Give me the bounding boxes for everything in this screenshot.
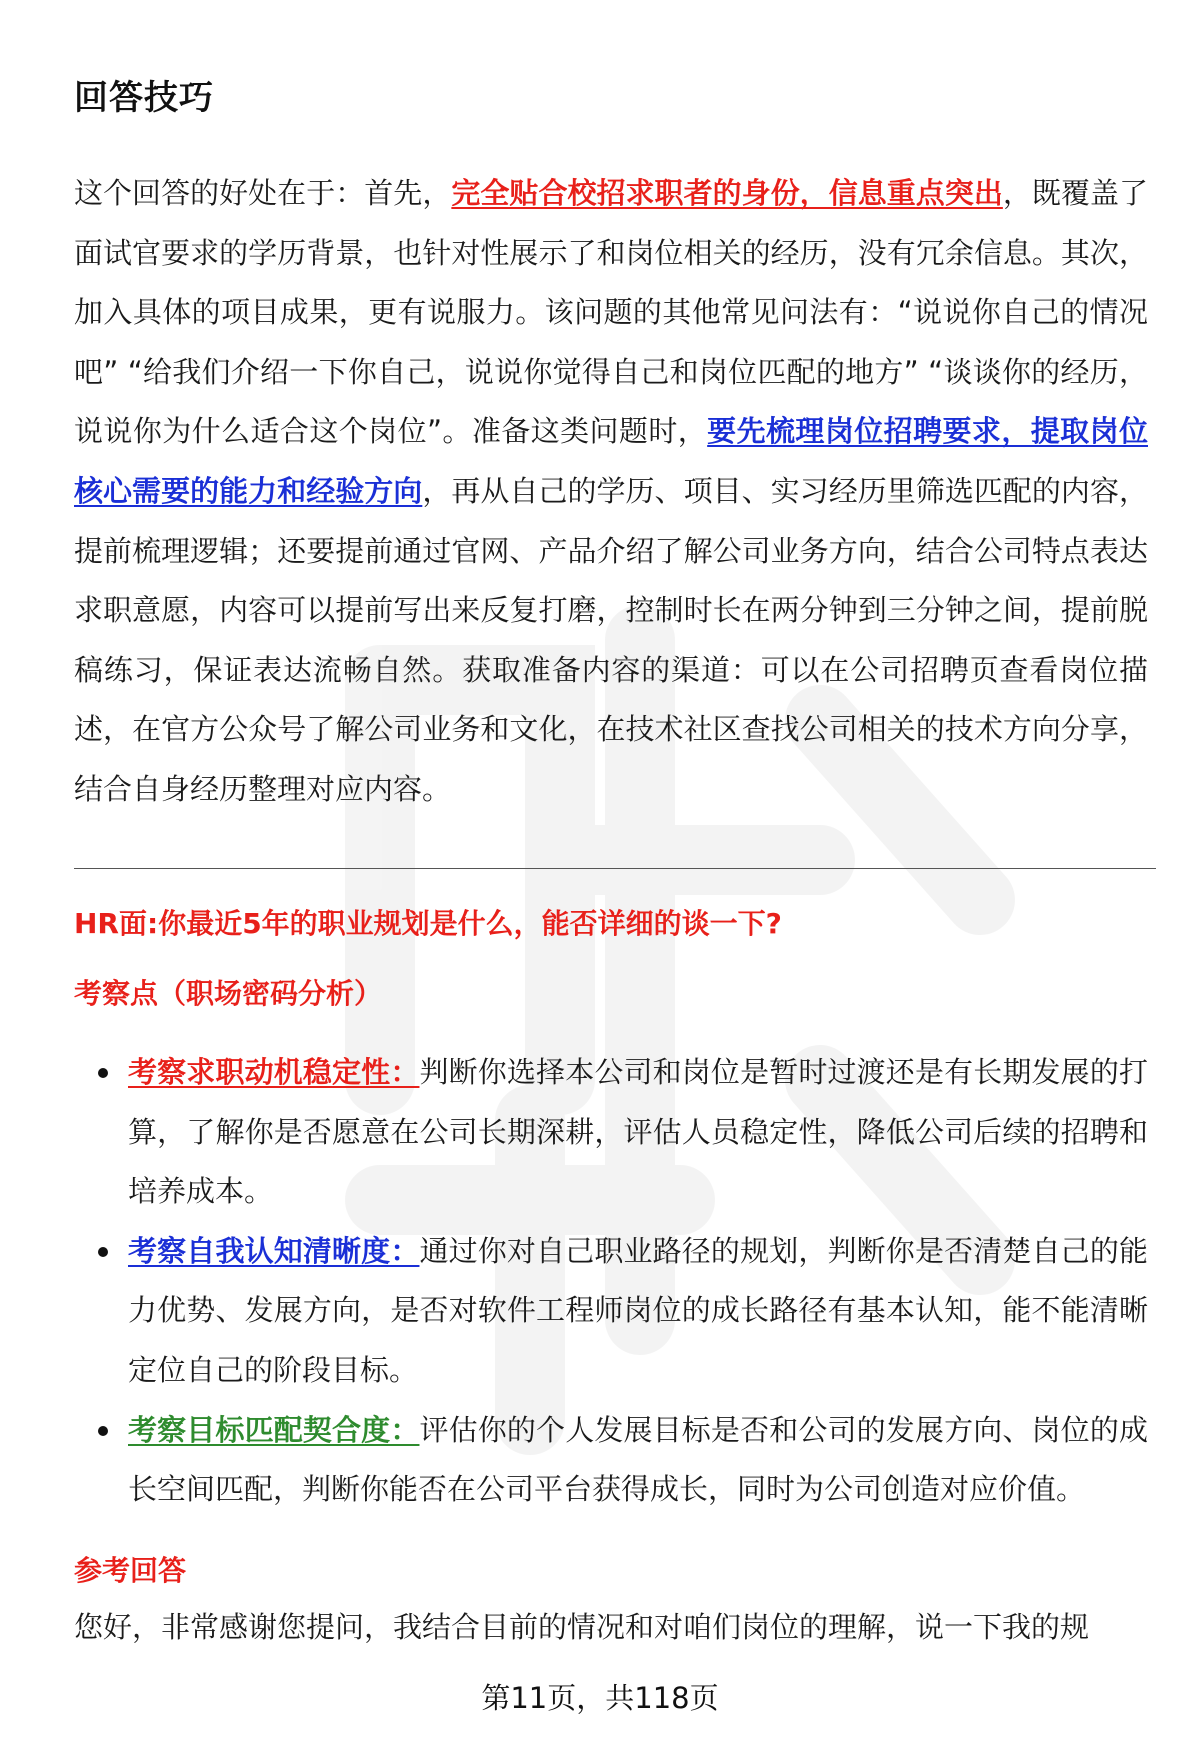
paragraph-text: ，再从自己的学历、项目、实习经历里筛选匹配的内容，提前梳理逻辑；还要提前通过官网、产品介绍了解公司业务方向，结合公司特点表达求职意愿，内容可以提前写出来反复打磨，控制时长在两分钟到三分钟之间，提前脱稿练习，保证表达流畅自然。获取准备内容的渠道：可以在公司招聘页查看岗位描述，在官方公众号了解公司业务和文化，在技术社区查找公司相关的技术方向分享，结合自身经历整理对应内容。 — [74, 473, 1148, 806]
exam-points-list — [74, 1043, 1148, 1520]
reference-answer-paragraph: 您好，非常感谢您提问，我结合目前的情况和对咱们岗位的理解，说一下我的规 — [74, 1610, 1090, 1644]
bullet-icon — [98, 1247, 108, 1257]
bullet-label: 考察目标匹配契合度： — [128, 1412, 420, 1447]
answer-tips-paragraph — [74, 164, 1148, 820]
exam-points-heading: 考察点（职场密码分析） — [74, 977, 383, 1010]
list-item — [74, 1401, 1148, 1520]
list-item — [74, 1222, 1148, 1401]
divider — [74, 868, 1156, 869]
bullet-icon — [98, 1426, 108, 1436]
bullet-text: 通过你对自己职业路径的规划，判断你是否清楚自己的能力优势、发展方向，是否对软件工程师岗位的成长路径有基本认知，能不能清晰定位自己的阶段目标。 — [128, 1233, 1148, 1387]
highlight-red: 完全贴合校招求职者的身份，信息重点突出 — [451, 176, 1003, 210]
paragraph-text: ，既覆盖了面试官要求的学历背景，也针对性展示了和岗位相关的经历，没有冗余信息。其次，加入具体的项目成果，更有说服力。该问题的其他常见问法有：“说说你自己的情况吧” “给我们介绍一下你自己，说说你觉得自己和岗位匹配的地方” “谈谈你的经历，说说你为什么适合这个岗位”。准备这类问题时， — [74, 176, 1148, 449]
page-number: 第11页，共118页 — [481, 1681, 719, 1715]
interview-question: HR面:你最近5年的职业规划是什么，能否详细的谈一下? — [74, 907, 782, 940]
bullet-text: 评估你的个人发展目标是否和公司的发展方向、岗位的成长空间匹配，判断你能否在公司平台获得成长，同时为公司创造对应价值。 — [128, 1412, 1148, 1507]
paragraph-text: 这个回答的好处在于：首先， — [74, 176, 452, 210]
bullet-label: 考察自我认知清晰度： — [128, 1233, 420, 1268]
bullet-icon — [98, 1068, 108, 1078]
bullet-text: 判断你选择本公司和岗位是暂时过渡还是有长期发展的打算，了解你是否愿意在公司长期深耕，评估人员稳定性，降低公司后续的招聘和培养成本。 — [128, 1055, 1148, 1209]
list-item — [74, 1043, 1148, 1222]
reference-answer-heading: 参考回答 — [74, 1554, 187, 1587]
bullet-label: 考察求职动机稳定性： — [128, 1055, 420, 1089]
highlight-blue: 要先梳理岗位招聘要求，提取岗位核心需要的能力和经验方向 — [74, 414, 1148, 508]
section-heading: 回答技巧 — [74, 78, 214, 118]
